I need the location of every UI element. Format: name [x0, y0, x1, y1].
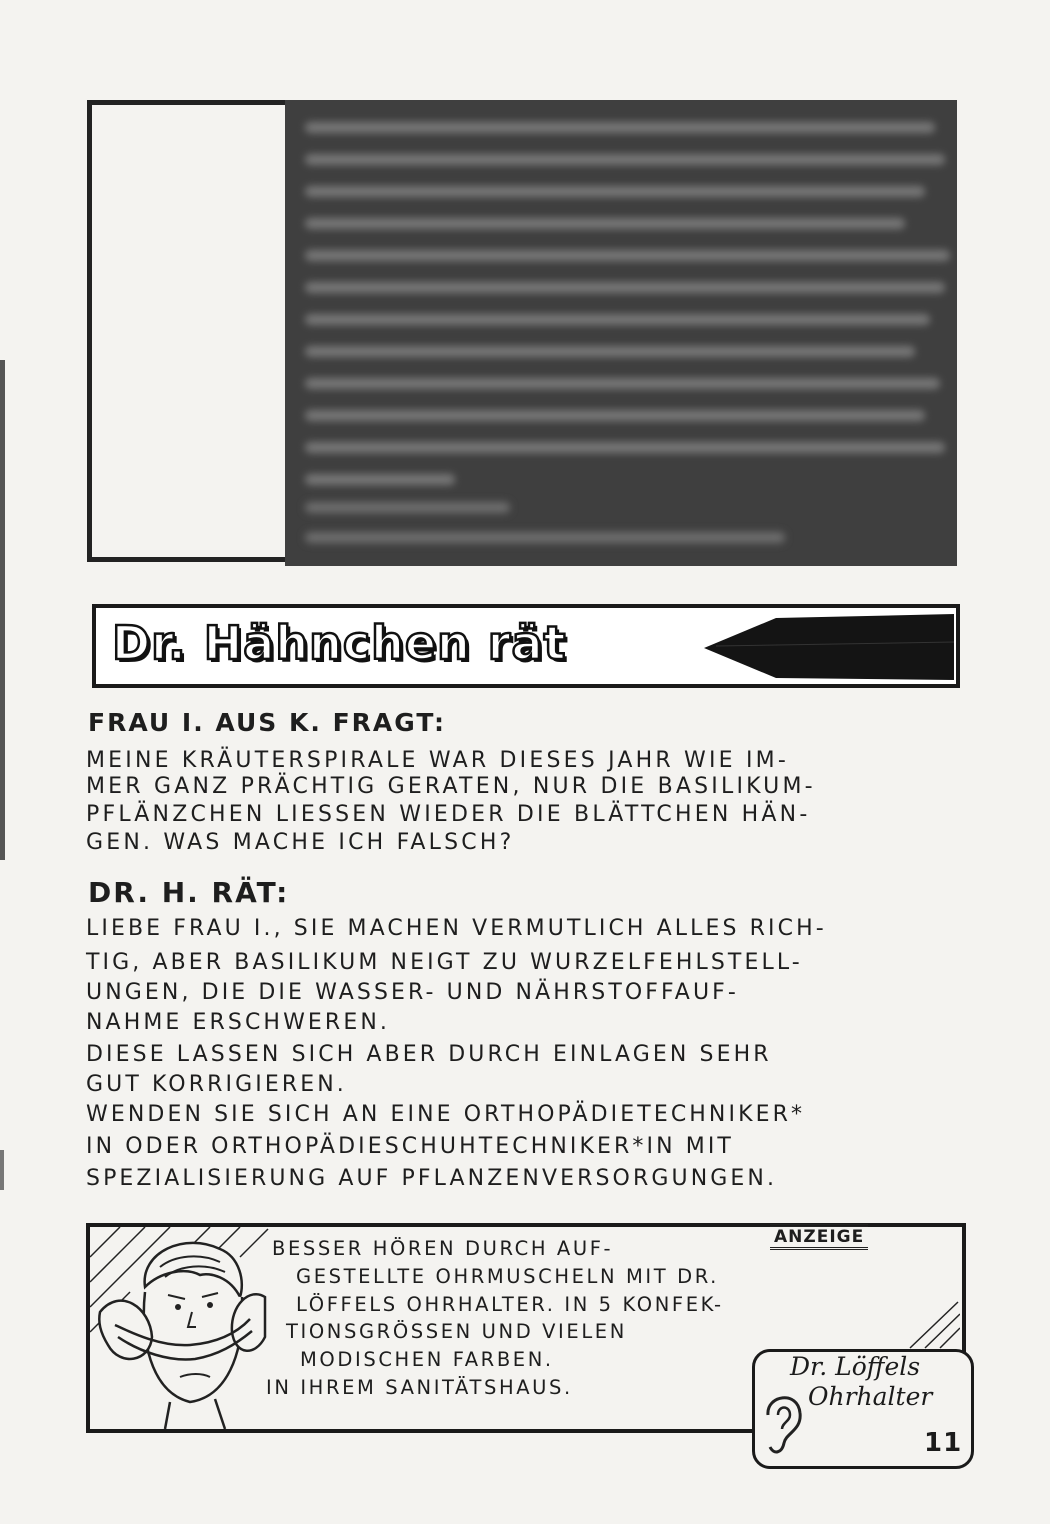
ear-icon	[758, 1385, 808, 1461]
hatching-decoration	[900, 1300, 960, 1350]
brand-name-line1: Dr. Löffels	[790, 1352, 921, 1381]
answer-line: TIG, ABER BASILIKUM NEIGT ZU WURZELFEHLSTELL-	[86, 950, 803, 975]
ad-line: MODISCHEN FARBEN.	[300, 1348, 554, 1371]
scan-edge	[0, 1150, 4, 1190]
ad-line: TIONSGRÖSSEN UND VIELEN	[286, 1320, 627, 1343]
ad-line: LÖFFELS OHRHALTER. IN 5 KONFEK-	[296, 1293, 724, 1316]
pencil-arrow-icon	[686, 608, 956, 684]
question-line: MER GANZ PRÄCHTIG GERATEN, NUR DIE BASILIKUM-	[86, 774, 816, 799]
answer-line: NAHME ERSCHWEREN.	[86, 1010, 390, 1035]
image-frame	[87, 100, 287, 562]
ad-line: BESSER HÖREN DURCH AUF-	[272, 1237, 614, 1260]
cartoon-man-illustration	[90, 1227, 270, 1429]
answer-heading: DR. H. RÄT:	[88, 876, 290, 909]
answer-line: DIESE LASSEN SICH ABER DURCH EINLAGEN SEHR	[86, 1042, 772, 1067]
scan-edge	[0, 360, 5, 860]
page-number: 11	[924, 1428, 963, 1458]
question-line: PFLÄNZCHEN LIESSEN WIEDER DIE BLÄTTCHEN HÄN-	[86, 802, 811, 827]
blurred-text-image	[285, 100, 957, 566]
ad-line: IN IHREM SANITÄTSHAUS.	[266, 1376, 573, 1399]
column-banner	[92, 604, 960, 688]
question-line: GEN. WAS MACHE ICH FALSCH?	[86, 830, 515, 855]
ad-line: GESTELLTE OHRMUSCHELN MIT DR.	[296, 1265, 719, 1288]
answer-line: LIEBE FRAU I., SIE MACHEN VERMUTLICH ALLES RICH-	[86, 916, 827, 941]
brand-name-line2: Ohrhalter	[808, 1382, 933, 1411]
answer-line: SPEZIALISIERUNG AUF PFLANZENVERSORGUNGEN.	[86, 1166, 778, 1191]
answer-line: IN ODER ORTHOPÄDIESCHUHTECHNIKER*IN MIT	[86, 1134, 734, 1159]
answer-line: GUT KORRIGIEREN.	[86, 1072, 347, 1097]
ad-tag: ANZEIGE	[770, 1224, 868, 1250]
banner-title: Dr. Hähnchen rät	[112, 616, 567, 670]
answer-line: WENDEN SIE SICH AN EINE ORTHOPÄDIETECHNIKER*	[86, 1102, 806, 1127]
question-heading: FRAU I. AUS K. FRAGT:	[88, 708, 447, 737]
answer-line: UNGEN, DIE DIE WASSER- UND NÄHRSTOFFAUF-	[86, 980, 739, 1005]
question-line: MEINE KRÄUTERSPIRALE WAR DIESES JAHR WIE IM-	[86, 748, 789, 773]
